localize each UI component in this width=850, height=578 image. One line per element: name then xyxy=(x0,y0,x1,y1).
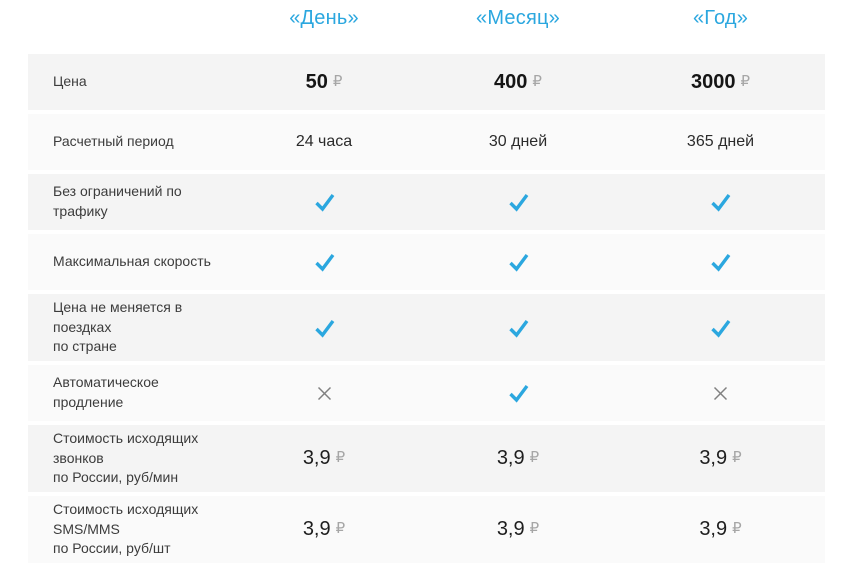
row-label xyxy=(28,500,228,559)
price-value: 3,9 xyxy=(699,518,728,540)
table-header-row xyxy=(28,0,825,54)
price-value: 3000 xyxy=(690,70,736,93)
price-value: 3,9 xyxy=(496,518,525,540)
table-row-period xyxy=(28,114,825,170)
price-cell xyxy=(616,518,825,541)
text-value-cell: 24 часа xyxy=(295,133,353,150)
price-cell xyxy=(420,518,616,541)
check-icon xyxy=(420,191,616,213)
price-cell xyxy=(420,71,616,94)
currency-symbol: ₽ xyxy=(529,519,540,537)
row-label xyxy=(28,132,228,152)
row-label xyxy=(28,72,228,92)
currency-symbol: ₽ xyxy=(335,448,346,466)
table-row-calls-cost xyxy=(28,425,825,492)
row-label-line: Автоматическое продление xyxy=(53,374,159,410)
table-row-sms-cost xyxy=(28,496,825,563)
row-label-line: Без ограничений по трафику xyxy=(53,183,182,219)
check-icon xyxy=(616,191,825,213)
currency-symbol: ₽ xyxy=(732,448,742,466)
row-label xyxy=(28,429,228,488)
price-cell xyxy=(228,71,420,94)
row-label-line: Цена xyxy=(53,73,87,90)
row-label-line: по России, руб/мин xyxy=(53,469,179,486)
check-icon xyxy=(616,251,825,273)
price-value: 3,9 xyxy=(302,518,331,540)
price-value: 3,9 xyxy=(699,447,728,469)
text-value-cell: 30 дней xyxy=(488,133,548,150)
price-value: 3,9 xyxy=(302,447,331,469)
table-row-price xyxy=(28,54,825,110)
price-cell xyxy=(228,447,420,470)
column-header-year: «Год» xyxy=(692,7,749,29)
row-label xyxy=(28,298,228,357)
price-cell xyxy=(616,71,825,94)
price-cell xyxy=(228,518,420,541)
column-header-month: «Месяц» xyxy=(476,7,560,29)
row-label-line: по стране xyxy=(53,338,117,355)
tariff-comparison-table xyxy=(28,0,825,563)
text-value-cell: 365 дней xyxy=(686,133,755,150)
check-icon xyxy=(228,317,420,339)
row-label-line: Расчетный период xyxy=(53,133,174,150)
currency-symbol: ₽ xyxy=(332,71,343,90)
row-label-line: Стоимость исходящих SMS/MMS xyxy=(53,501,199,537)
row-label-line: по России, руб/шт xyxy=(53,540,171,557)
row-label-line: Цена не меняется в поездках xyxy=(53,299,183,335)
price-cell xyxy=(420,447,616,470)
check-icon xyxy=(228,251,420,273)
check-icon xyxy=(616,317,825,339)
table-row-speed xyxy=(28,234,825,290)
currency-symbol: ₽ xyxy=(532,71,542,90)
column-header-day: «День» xyxy=(289,7,359,29)
table-row-renewal xyxy=(28,365,825,421)
price-value: 400 xyxy=(494,70,528,93)
cross-icon xyxy=(228,385,420,402)
check-icon xyxy=(420,251,616,273)
row-label-line: Стоимость исходящих звонков xyxy=(53,430,199,466)
check-icon xyxy=(420,317,616,339)
price-cell xyxy=(616,447,825,470)
check-icon xyxy=(228,191,420,213)
currency-symbol: ₽ xyxy=(740,71,751,90)
price-value: 50 xyxy=(305,70,328,93)
currency-symbol: ₽ xyxy=(335,519,346,537)
cross-icon xyxy=(616,385,825,402)
row-label xyxy=(28,252,228,272)
currency-symbol: ₽ xyxy=(732,519,742,537)
table-row-traffic xyxy=(28,174,825,230)
price-value: 3,9 xyxy=(496,447,525,469)
row-label-line: Максимальная скорость xyxy=(53,253,211,270)
row-label xyxy=(28,373,228,412)
row-label xyxy=(28,182,228,221)
currency-symbol: ₽ xyxy=(529,448,540,466)
table-row-travel xyxy=(28,294,825,361)
check-icon xyxy=(420,382,616,404)
